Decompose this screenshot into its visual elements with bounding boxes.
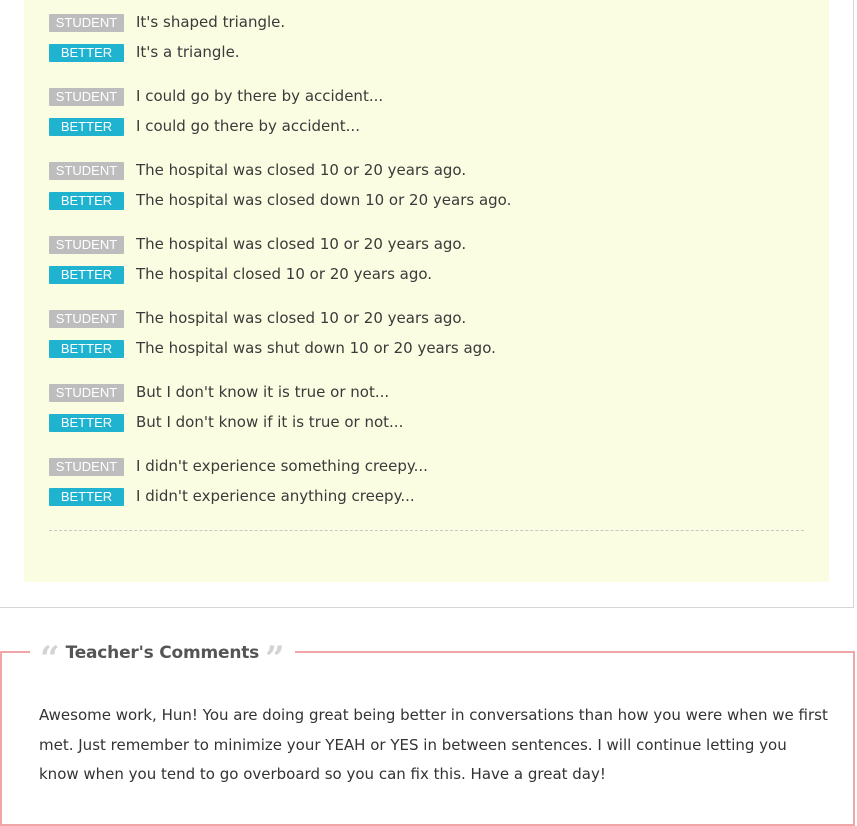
student-sentence: I didn't experience something creepy... — [136, 457, 428, 475]
better-tag: BETTER — [49, 192, 124, 210]
better-sentence: I could go there by accident... — [136, 117, 360, 135]
student-sentence: The hospital was closed 10 or 20 years ago. — [136, 235, 467, 253]
teacher-comments-title: Teacher's Comments — [65, 643, 260, 663]
student-sentence: The hospital was closed 10 or 20 years ago. — [136, 161, 467, 179]
student-sentence: The hospital was closed 10 or 20 years ago. — [136, 309, 467, 327]
better-sentence: But I don't know if it is true or not... — [136, 413, 404, 431]
student-tag: STUDENT — [49, 14, 124, 32]
student-sentence: But I don't know it is true or not... — [136, 383, 390, 401]
student-tag: STUDENT — [49, 310, 124, 328]
better-sentence: The hospital closed 10 or 20 years ago. — [136, 265, 433, 283]
teacher-comments-text: Awesome work, Hun! You are doing great being better in conversations than how you were when we first met. Just remember to minimize your YEAH or YES in between sentences. I will continue letting you know when you tend to go overboard so you can fix this. Have a great day! — [39, 706, 828, 783]
student-tag: STUDENT — [49, 88, 124, 106]
better-tag: BETTER — [49, 44, 124, 62]
divider — [49, 530, 804, 531]
close-quote-icon: ” — [265, 639, 285, 679]
better-tag: BETTER — [49, 340, 124, 358]
better-sentence: I didn't experience anything creepy... — [136, 487, 415, 505]
better-sentence: It's a triangle. — [136, 43, 240, 61]
corrections-panel — [24, 0, 829, 582]
student-tag: STUDENT — [49, 384, 124, 402]
better-tag: BETTER — [49, 118, 124, 136]
better-sentence: The hospital was shut down 10 or 20 years ago. — [136, 339, 496, 357]
better-tag: BETTER — [49, 266, 124, 284]
better-tag: BETTER — [49, 414, 124, 432]
student-tag: STUDENT — [49, 458, 124, 476]
student-sentence: I could go by there by accident... — [136, 87, 384, 105]
student-tag: STUDENT — [49, 162, 124, 180]
student-tag: STUDENT — [49, 236, 124, 254]
better-sentence: The hospital was closed down 10 or 20 years ago. — [136, 191, 512, 209]
student-sentence: It's shaped triangle. — [136, 13, 286, 31]
better-tag: BETTER — [49, 488, 124, 506]
open-quote-icon: “ — [40, 639, 60, 679]
teacher-comments-heading — [30, 636, 295, 679]
